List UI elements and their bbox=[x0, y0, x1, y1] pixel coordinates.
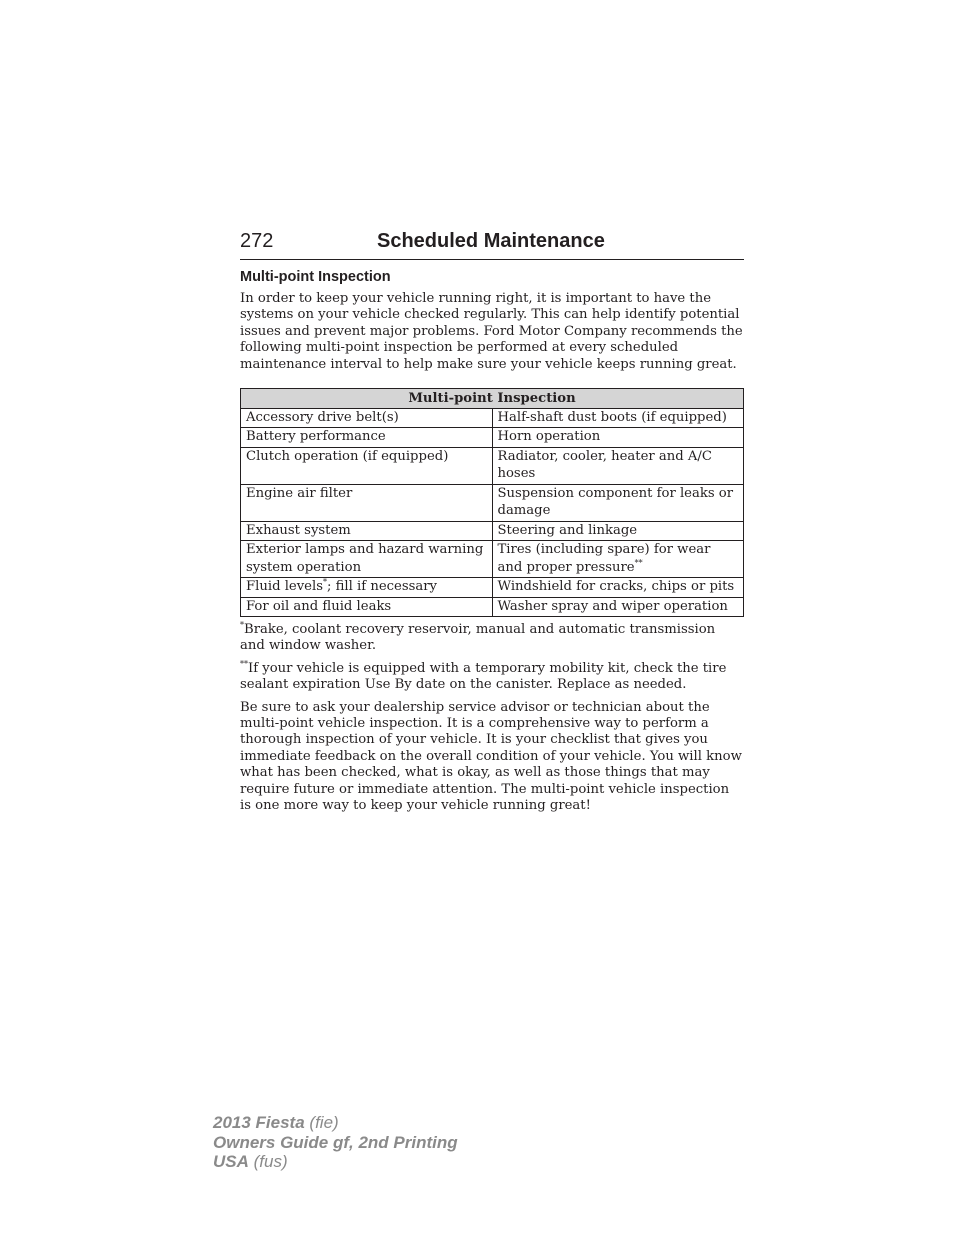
table-cell bbox=[492, 541, 744, 578]
table-cell: Accessory drive belt(s) bbox=[241, 408, 493, 428]
table-cell: Engine air filter bbox=[241, 484, 493, 521]
cell-text: Fluid levels bbox=[246, 579, 323, 595]
page-header bbox=[240, 229, 744, 260]
intro-paragraph: In order to keep your vehicle running right, it is important to have the systems on your vehicle checked regularly. This can help identify potential issues and prevent major problems. Ford Motor Company recommends the following multi-point inspection be performed at every scheduled maintenance interval to help make sure your vehicle keeps running great. bbox=[240, 291, 743, 372]
table-header: Multi-point Inspection bbox=[241, 389, 744, 409]
table-cell: Battery performance bbox=[241, 428, 493, 448]
table-row bbox=[241, 541, 744, 578]
footer-line bbox=[213, 1113, 458, 1133]
table-cell: Washer spray and wiper operation bbox=[492, 597, 744, 617]
inspection-table bbox=[240, 388, 744, 617]
footnote-text: If your vehicle is equipped with a temporary mobility kit, check the tire sealant expiration Use By date on the canister. Replace as needed. bbox=[240, 660, 727, 693]
table-row bbox=[241, 428, 744, 448]
table-cell: Exterior lamps and hazard warning system operation bbox=[241, 541, 493, 578]
footnote-text: Brake, coolant recovery reservoir, manual and automatic transmission and window washer. bbox=[240, 622, 716, 654]
table-row bbox=[241, 597, 744, 617]
footer-market: USA bbox=[213, 1152, 249, 1171]
footnote bbox=[240, 622, 744, 655]
table-row bbox=[241, 578, 744, 598]
section-title: Multi-point Inspection bbox=[240, 269, 391, 285]
footnote-mark: * bbox=[240, 620, 244, 630]
page-content bbox=[240, 268, 744, 815]
table-cell: For oil and fluid leaks bbox=[241, 597, 493, 617]
table-cell: Exhaust system bbox=[241, 521, 493, 541]
table-cell: Half-shaft dust boots (if equipped) bbox=[492, 408, 744, 428]
page-number: 272 bbox=[240, 230, 274, 252]
table-cell: Steering and linkage bbox=[492, 521, 744, 541]
footer-model-code: (fie) bbox=[304, 1113, 339, 1132]
footer-market-code: (fus) bbox=[248, 1152, 288, 1171]
page-footer bbox=[213, 1113, 458, 1172]
footnote bbox=[240, 661, 744, 694]
table-cell: Horn operation bbox=[492, 428, 744, 448]
table-row bbox=[241, 521, 744, 541]
table-cell: Clutch operation (if equipped) bbox=[241, 447, 493, 484]
cell-text-suffix: ; fill if necessary bbox=[326, 579, 437, 595]
table-cell: Windshield for cracks, chips or pits bbox=[492, 578, 744, 598]
table-cell: Suspension component for leaks or damage bbox=[492, 484, 744, 521]
table-row bbox=[241, 447, 744, 484]
footer-line bbox=[213, 1152, 458, 1172]
table-header-row bbox=[241, 389, 744, 409]
footer-guide: Owners Guide gf, 2nd Printing bbox=[213, 1132, 458, 1152]
chapter-title: Scheduled Maintenance bbox=[377, 230, 605, 252]
table-cell: Radiator, cooler, heater and A/C hoses bbox=[492, 447, 744, 484]
table-row bbox=[241, 408, 744, 428]
footnote-mark: ** bbox=[634, 558, 643, 568]
table-cell bbox=[241, 578, 493, 598]
footnote-mark: * bbox=[322, 577, 327, 587]
footer-model: 2013 Fiesta bbox=[213, 1113, 305, 1132]
closing-paragraph: Be sure to ask your dealership service advisor or technician about the multi-point vehicle inspection. It is a comprehensive way to perform a thorough inspection of your vehicle. It is your checklist that gives you immediate feedback on the overall condition of your vehicle. You will know what has been checked, what is okay, as well as those things that may require future or immediate attention. The multi-point vehicle inspection is one more way to keep your vehicle running great! bbox=[240, 699, 742, 814]
footnote-mark: ** bbox=[240, 659, 248, 669]
cell-text: Tires (including spare) for wear and proper pressure bbox=[497, 542, 711, 575]
table-row bbox=[241, 484, 744, 521]
